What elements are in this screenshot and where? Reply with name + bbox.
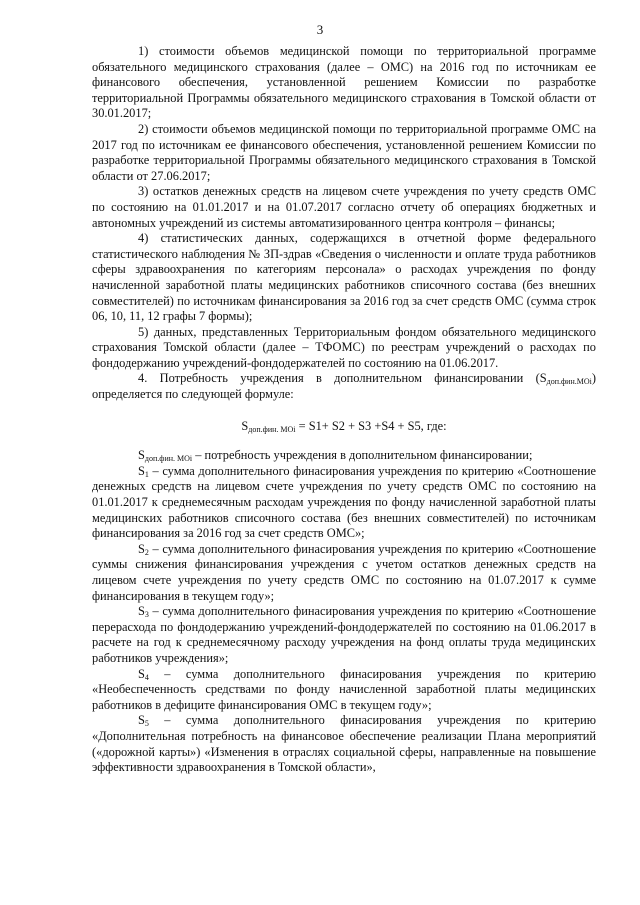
definition-s2: $S_2$ – сумма дополнительного финасирования учреждения по критерию «Соотношение суммы снижения финансирования учреждения с учетом остатков денежных средств на лицевом счете учреждения по учету средств ОМС по состоянию на 01.07.2017 к сумме финансирования в текущем году»; [92,541,596,603]
definition-s5: $S_5$ – сумма дополнительного финасирования учреждения по критерию «Дополнительная потребность на финансовое обеспечение реализации Плана мероприятий («дорожной карты») «Изменения в отраслях социальной сферы, направленные на повышение эффективности здравоохранения в Томской области», [92,713,596,775]
paragraph-item-5: 5) данных, представленных Территориальным фондом обязательного медицинского страхования Томской области (далее – ТФОМС) по реестрам учреждений о расходах по фондодержанию учреждений-фондодержателей по состоянию на 01.06.2017. [92,324,596,370]
paragraph-item-1: 1) стоимости объемов медицинской помощи по территориальной программе обязательного медицинского страхования (далее – ОМС) на 2016 год по источникам ее финансового обеспечения, установленной решением Комиссии по разработке территориальной Программы обязательного медицинского страхования в Томской области от 30.01.2017; [92,44,596,121]
definition-s4: $S_4$ – сумма дополнительного финасирования учреждения по критерию «Необеспеченность средствами по фонду начисленной заработной платы медицинских работников в дефиците финансирования ОМС в текущем году»; [92,666,596,712]
paragraph-point-4: 4. Потребность учреждения в дополнительном финансировании $(S_{доп.фин.МОi})$ определяется по следующей формуле: [92,371,596,402]
document-body [92,44,596,776]
definition-s3: $S_3$ – сумма дополнительного финасирования учреждения по критерию «Соотношение перерасхода по фондодержанию учреждений-фондодержателей по состоянию на 01.06.2017 в расчете на год к среднемесячному расходу учреждения на фонд оплаты труда медицинских работников учреждения»; [92,604,596,665]
definition-s-total: $S_{доп.фин. МОi}$ – потребность учреждения в дополнительном финансировании; [138,448,533,464]
page-number: 3 [316,22,324,37]
definition-s1: $S_1$ – сумма дополнительного финасирования учреждения по критерию «Соотношение денежных средств на лицевом счете учреждения по учету средств ОМС по состоянию на 01.01.2017 к среднемесячным расходам учреждения по фонду начисленной заработной платы медицинских работников списочного состава (без внешних совместителей) по источникам финансирования за 2016 год за счет средств ОМС»; [92,463,596,541]
paragraph-item-2: 2) стоимости объемов медицинской помощи по территориальной программе ОМС на 2017 год по источникам ее финансового обеспечения, установленной решением Комиссии по разработке территориальной Программы обязательного медицинского страхования в Томской области от 27.06.2017; [92,121,596,183]
formula: $S_{доп.фин. МОi} = S1+ S2 + S3 +S4 + S5$, где: [241,418,447,434]
paragraph-item-3: 3) остатков денежных средств на лицевом счете учреждения по учету средств ОМС по состоянию на 01.01.2017 и на 01.07.2017 согласно отчету об операциях бюджетных и автономных учреждений из системы автоматизированного центра контроля – финансы; [92,184,596,230]
paragraph-item-4: 4) статистических данных, содержащихся в отчетной форме федерального статистического наблюдения № ЗП-здрав «Сведения о численности и оплате труда работников сферы здравоохранения по категориям персонала» о расходах учреждения по фонду начисленной заработной платы медицинских работников списочного состава (без внешних совместителей) по источникам финансирования за 2016 год за счет средств ОМС (сумма строк 06, 10, 11, 12 графы 7 формы); [92,231,596,324]
